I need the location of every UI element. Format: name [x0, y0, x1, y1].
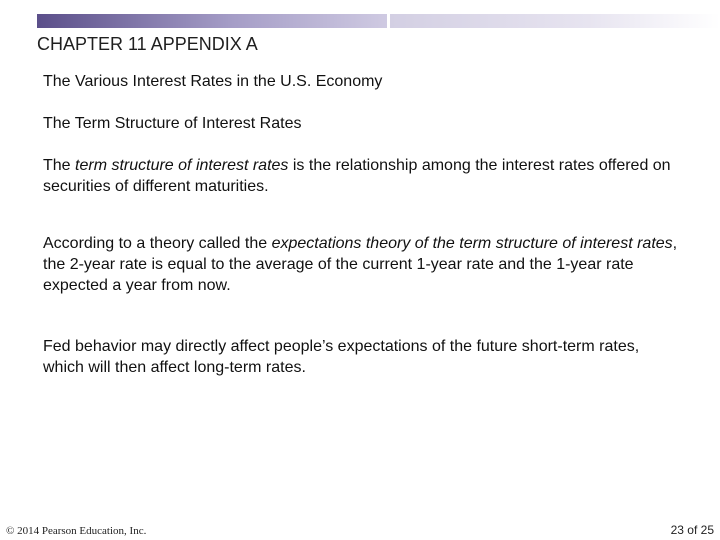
- paragraph1-emphasis: term structure of interest rates: [75, 157, 289, 174]
- paragraph1-text-end: is the relationship among the interest rates offered on securities of different maturities.: [43, 157, 671, 195]
- header-bar-left-segment: [37, 14, 387, 28]
- chapter-title: CHAPTER 11 APPENDIX A: [37, 34, 258, 54]
- paragraph-expectations-theory: [43, 233, 683, 296]
- paragraph-fed-behavior: Fed behavior may directly affect people’s expectations of the future short-term rates, which will then affect long-term rates.: [43, 338, 640, 376]
- slide-subtitle: The Various Interest Rates in the U.S. Economy: [43, 73, 383, 90]
- header-decoration-bar: [37, 14, 720, 28]
- header-bar-right-segment: [390, 14, 720, 28]
- paragraph-term-structure-definition: [43, 155, 683, 197]
- paragraph2-emphasis: expectations theory of the term structure of interest rates: [271, 235, 673, 252]
- paragraph2-text-end: , the 2-year rate is equal to the average of the current 1-year rate and the 1-year rate expected a year from now.: [43, 235, 678, 294]
- paragraph1-text-start: The: [43, 157, 76, 174]
- page-indicator: 23 of 25: [670, 523, 714, 537]
- footer-copyright: © 2014 Pearson Education, Inc.: [6, 525, 147, 537]
- paragraph2-text-start: According to a theory called the: [43, 235, 272, 252]
- section-title: The Term Structure of Interest Rates: [43, 115, 302, 132]
